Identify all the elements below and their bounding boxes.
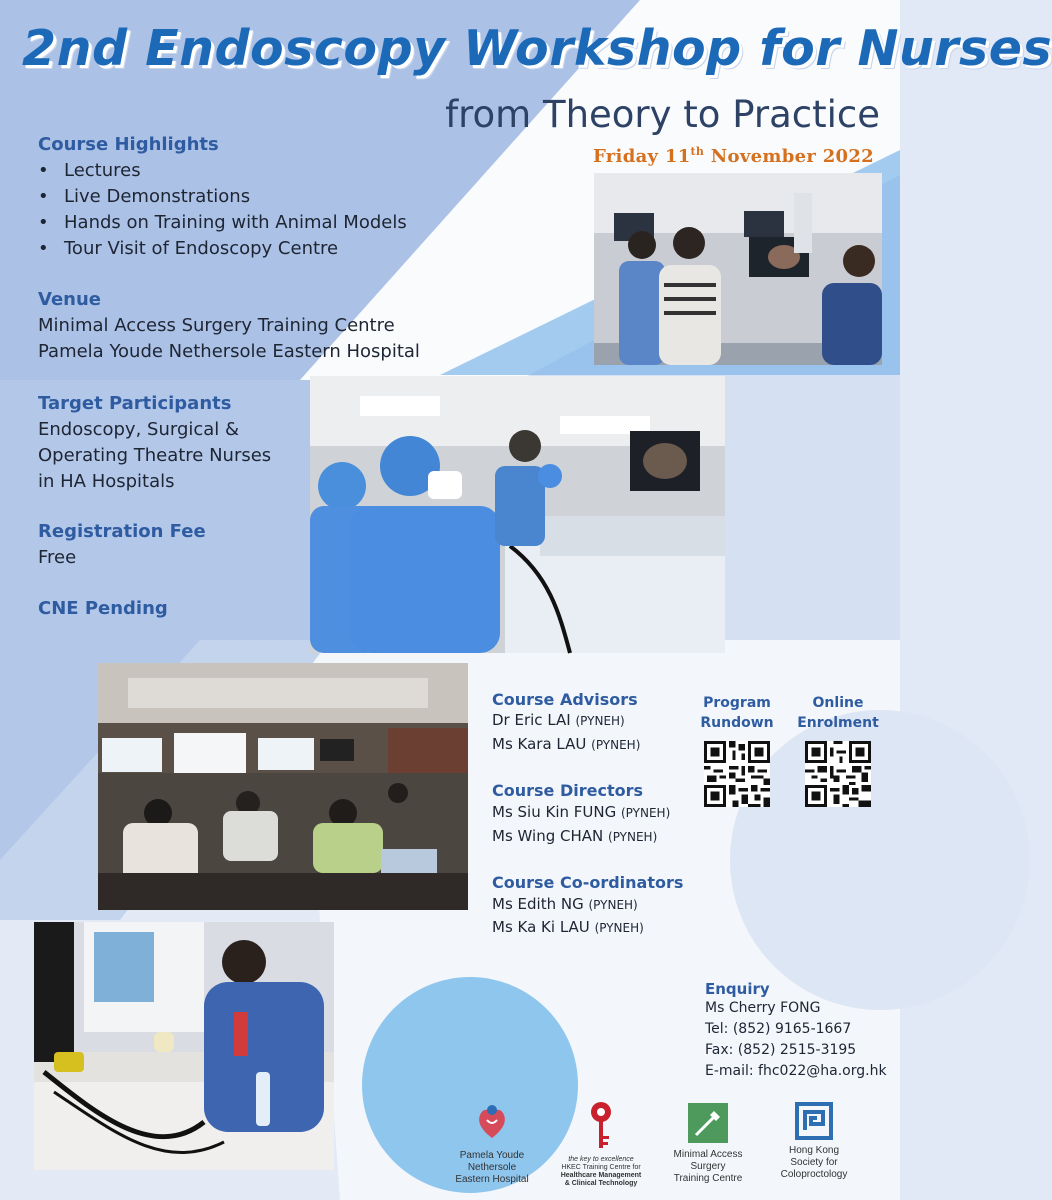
target-line: Endoscopy, Surgical & bbox=[38, 419, 240, 440]
logo-text: Healthcare Management bbox=[560, 1172, 642, 1179]
logo-text: & Clinical Technology bbox=[564, 1180, 638, 1187]
coordinator-entry bbox=[492, 895, 638, 913]
mas-training-centre-logo bbox=[668, 1103, 748, 1185]
enquiry-email[interactable]: E-mail: fhc022@ha.org.hk bbox=[705, 1063, 887, 1079]
program-rundown-qr-code[interactable] bbox=[704, 741, 770, 807]
highlight-item: • Lectures bbox=[38, 158, 407, 184]
fee-value: Free bbox=[38, 547, 77, 568]
date-suffix: November 2022 bbox=[704, 146, 874, 167]
date-prefix: Friday 11 bbox=[593, 146, 691, 167]
venue-line: Pamela Youde Nethersole Eastern Hospital bbox=[38, 341, 420, 362]
coordinator-entry bbox=[492, 918, 644, 936]
highlights-list bbox=[38, 158, 407, 262]
photo-lecture-room bbox=[98, 663, 468, 910]
logo-text: HKEC Training Centre for bbox=[561, 1164, 641, 1171]
person-name: Ms Ka Ki LAU bbox=[492, 918, 590, 936]
enquiry-contact-name: Ms Cherry FONG bbox=[705, 1000, 821, 1016]
logo-text: Coloproctology bbox=[780, 1169, 848, 1180]
page-title: 2nd Endoscopy Workshop for Nurses bbox=[22, 20, 1052, 77]
hkec-tagline: the key to excellence bbox=[568, 1156, 634, 1163]
qr-label-line: Online bbox=[812, 695, 864, 711]
pyneh-caption bbox=[452, 1150, 532, 1186]
photo-hands-on-training bbox=[34, 922, 334, 1170]
director-entry bbox=[492, 827, 657, 845]
highlight-item: • Hands on Training with Animal Models bbox=[38, 210, 407, 236]
surgical-instrument-icon bbox=[688, 1103, 728, 1143]
person-name: Ms Edith NG bbox=[492, 895, 584, 913]
person-org: (PYNEH) bbox=[608, 830, 658, 844]
coloproctology-square-icon bbox=[796, 1103, 832, 1139]
qr-label-line: Rundown bbox=[700, 715, 774, 731]
highlight-item: • Live Demonstrations bbox=[38, 184, 407, 210]
person-name: Dr Eric LAI bbox=[492, 711, 571, 729]
hkec-key-icon bbox=[586, 1100, 616, 1152]
pyneh-heart-icon bbox=[475, 1100, 509, 1142]
logo-text: Society for bbox=[790, 1157, 838, 1168]
person-org: (PYNEH) bbox=[591, 738, 641, 752]
enquiry-tel: Tel: (852) 9165-1667 bbox=[705, 1021, 852, 1037]
photo-live-demonstration bbox=[310, 376, 725, 653]
logo-text: Pamela Youde bbox=[459, 1150, 525, 1161]
hksc-caption bbox=[774, 1145, 854, 1181]
qr-label-line: Enrolment bbox=[797, 715, 879, 731]
qr-label-line: Program bbox=[703, 695, 771, 711]
online-enrolment-label bbox=[797, 693, 879, 733]
target-line: in HA Hospitals bbox=[38, 471, 175, 492]
page-subtitle: from Theory to Practice bbox=[445, 93, 880, 136]
hkec-logo bbox=[556, 1100, 646, 1188]
venue-line: Minimal Access Surgery Training Centre bbox=[38, 315, 395, 336]
target-line: Operating Theatre Nurses bbox=[38, 445, 272, 466]
advisor-entry bbox=[492, 711, 625, 729]
photo-endoscopy-centre-tour bbox=[594, 173, 882, 365]
directors-heading: Course Directors bbox=[492, 781, 644, 800]
advisor-entry bbox=[492, 735, 640, 753]
online-enrolment-qr-code[interactable] bbox=[805, 741, 871, 807]
mas-caption bbox=[668, 1149, 748, 1185]
logo-text: Eastern Hospital bbox=[455, 1174, 529, 1185]
venue-heading: Venue bbox=[38, 289, 101, 310]
pyneh-logo bbox=[452, 1100, 532, 1186]
hk-society-coloproctology-logo bbox=[774, 1103, 854, 1181]
logo-text: Training Centre bbox=[673, 1173, 743, 1184]
logo-text: Hong Kong bbox=[788, 1145, 840, 1156]
person-org: (PYNEH) bbox=[588, 898, 638, 912]
highlight-item: • Tour Visit of Endoscopy Centre bbox=[38, 236, 407, 262]
logo-text: Surgery bbox=[690, 1161, 726, 1172]
highlights-heading: Course Highlights bbox=[38, 134, 219, 155]
coordinators-heading: Course Co-ordinators bbox=[492, 873, 684, 892]
person-org: (PYNEH) bbox=[594, 921, 644, 935]
enquiry-heading: Enquiry bbox=[705, 980, 770, 998]
fee-heading: Registration Fee bbox=[38, 521, 206, 542]
enquiry-fax: Fax: (852) 2515-3195 bbox=[705, 1042, 857, 1058]
person-name: Ms Siu Kin FUNG bbox=[492, 803, 617, 821]
person-name: Ms Kara LAU bbox=[492, 735, 587, 753]
person-org: (PYNEH) bbox=[621, 806, 671, 820]
event-date bbox=[593, 145, 874, 167]
advisors-heading: Course Advisors bbox=[492, 690, 638, 709]
date-superscript: th bbox=[690, 145, 705, 158]
target-heading: Target Participants bbox=[38, 393, 232, 414]
person-org: (PYNEH) bbox=[575, 714, 625, 728]
logo-text: Nethersole bbox=[467, 1162, 517, 1173]
person-name: Ms Wing CHAN bbox=[492, 827, 604, 845]
program-rundown-label bbox=[696, 693, 778, 733]
logo-text: Minimal Access bbox=[673, 1149, 743, 1160]
director-entry bbox=[492, 803, 670, 821]
cne-heading: CNE Pending bbox=[38, 598, 168, 619]
